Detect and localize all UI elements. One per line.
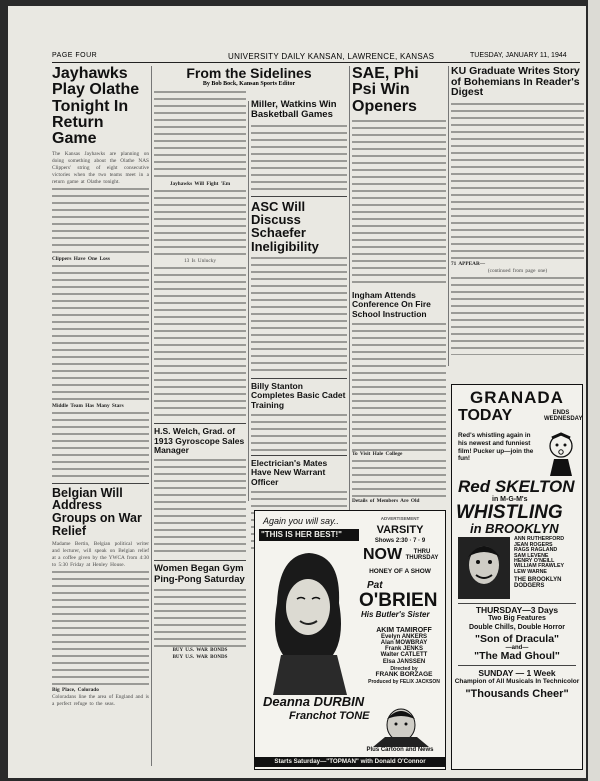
adjacent-page-edge: [588, 0, 600, 781]
granada-sunday: SUNDAY — 1 Week: [478, 667, 556, 678]
granada-cast: LEW WARNE: [514, 568, 547, 575]
subhead-members: Details of Members Are Old: [352, 497, 420, 504]
varsity-her-best: "THIS IS HER BEST!": [259, 529, 359, 541]
column-rule: [248, 101, 249, 501]
article-fight-body: [154, 188, 246, 258]
article-71-appear-body: [451, 275, 584, 355]
article-ku-graduate-body: [451, 101, 584, 261]
page-number: PAGE FOUR: [52, 52, 98, 59]
granada-and: —and—: [505, 645, 529, 652]
granada-thursday: THURSDAY—3 Days: [475, 605, 559, 616]
headline-sidelines: From the Sidelines: [186, 65, 312, 81]
column-rule: [448, 66, 449, 366]
article-belgian-lead: Madame Bertin, Belgian political writer and lecturer, will speak on Belgian relief at a coffee given by the YWCA from 4:30 to 5:30 Friday at Henley House.: [52, 540, 149, 568]
varsity-cast: Walter CATLETT: [380, 652, 428, 659]
article-belgian-body: [52, 569, 149, 687]
headline-asc: ASC Will Discuss Schaefer Ineligibility: [251, 198, 319, 254]
skelton-sketch-image: [544, 432, 578, 476]
granada-cast-list: [514, 537, 578, 589]
granada-name: GRANADA: [470, 388, 564, 407]
granada-cast: HENRY O'NEILL: [514, 557, 555, 564]
granada-cast: SAM LEVENE: [514, 552, 549, 559]
granada-cast-block: [452, 535, 582, 601]
headline-ping-pong: Women Began Gym Ping-Pong Saturday: [154, 563, 245, 585]
article-ping-pong-body: [154, 587, 246, 647]
headline-sae-phi-psi: SAE, Phi Psi Win Openers: [352, 65, 419, 115]
divider: [154, 423, 246, 424]
granada-cast: JEAN ROGERS: [514, 541, 553, 548]
varsity-tone: Franchot TONE: [289, 710, 370, 722]
article-hale-body: [352, 458, 446, 498]
column-1: [52, 66, 149, 766]
granada-champion: Champion of All Musicals In Technicolor: [454, 678, 580, 686]
varsity-ad-label: ADVERTISEMENT: [380, 516, 420, 521]
headline-electricians: Electrician's Mates Have New Warrant Officer: [251, 457, 328, 487]
varsity-cast: Alan MOWBRAY: [380, 640, 428, 647]
subhead-big-place: Big Place, Colorado: [52, 686, 99, 693]
article-unlucky-body: [154, 265, 246, 420]
granada-cast: WILLIAM FRAWLEY: [514, 563, 565, 570]
granada-double-chills: Double Chills, Double Horror: [468, 624, 566, 632]
varsity-thru: THRU THURSDAY: [405, 549, 439, 562]
varsity-name: VARSITY: [376, 524, 424, 536]
divider: [154, 560, 246, 561]
skelton-portrait-image: [458, 537, 510, 599]
granada-dodgers: THE BROOKLYN DODGERS: [514, 577, 562, 590]
granada-blurb: Red's whistling again in his newest and funniest film! Pucker up—join the fun!: [458, 432, 534, 463]
paper-name: UNIVERSITY DAILY KANSAN, LAWRENCE, KANSAS: [228, 52, 435, 61]
granada-today-row: [452, 406, 582, 432]
varsity-cast: Frank JENKS: [384, 646, 423, 653]
varsity-again: Again you will say..: [263, 516, 339, 526]
granada-title-1: WHISTLING: [456, 501, 563, 523]
byline-sidelines: By Bob Bock, Kansan Sports Editor: [202, 81, 296, 88]
subhead-71-appear: 71 APPEAR—: [451, 261, 486, 268]
granada-blurb-row: [452, 432, 582, 478]
granada-son-of-dracula: "Son of Dracula": [474, 633, 560, 646]
article-big-place: Coloradans line the area of England and is a perfect refuge to the seas.: [52, 693, 149, 707]
continued-note: (continued from page one): [487, 268, 548, 275]
column-4: [352, 65, 446, 504]
headline-ingham: Ingham Attends Conference On Fire School Instruction: [352, 289, 431, 319]
varsity-honey: HONEY OF A SHOW: [369, 568, 431, 575]
article-ingham-body: [352, 321, 446, 451]
masthead: [8, 6, 586, 61]
granada-today: TODAY: [458, 407, 513, 425]
divider: [52, 483, 149, 484]
headline-stanton: Billy Stanton Completes Basic Cadet Training: [251, 380, 346, 410]
column-3: [251, 100, 347, 505]
war-bonds-line-2: BUY U.S. WAR BONDS: [172, 655, 228, 661]
varsity-producer: Produced by FELIX JACKSON: [368, 679, 440, 686]
subhead-clippers: Clippers Have One Loss: [52, 255, 110, 262]
article-asc-body: [251, 255, 347, 375]
varsity-butler-title: His Butler's Sister: [361, 610, 430, 619]
divider: [251, 378, 347, 379]
varsity-director: FRANK BORZAGE: [375, 670, 433, 678]
headline-ku-graduate: KU Graduate Writes Story of Bohemians In Reader's Digest: [451, 65, 580, 99]
varsity-theater-ad: [254, 510, 446, 770]
headline-welch: H.S. Welch, Grad. of 1913 Gyroscope Sales Manager: [154, 426, 245, 455]
divider: [458, 665, 576, 666]
granada-cast: RAGS RAGLAND: [514, 547, 558, 554]
newspaper-page: [8, 6, 586, 778]
headline-miller-watkins: Miller, Watkins Win Basketball Games: [251, 99, 337, 121]
article-middle-team-body: [52, 410, 149, 480]
subhead-fight-em: Jayhawks Will Fight 'Em: [169, 181, 231, 188]
granada-title-2: in BROOKLYN: [470, 521, 559, 537]
granada-star: Red SKELTON: [458, 477, 575, 497]
divider: [251, 196, 347, 197]
varsity-cast: Elsa JANSSEN: [382, 658, 426, 665]
granada-ends: ENDS WEDNESDAY: [544, 410, 583, 423]
divider: [251, 455, 347, 456]
article-clippers-body: [52, 263, 149, 403]
article-jayhawks-body: [52, 186, 149, 256]
subhead-middle-team: Middle Team Has Many Stars: [52, 402, 124, 409]
masthead-rule: [52, 62, 580, 63]
varsity-now: NOW: [363, 546, 403, 563]
varsity-cast: AKIM TAMIROFF: [376, 627, 432, 634]
granada-cast: ANN RUTHERFORD: [514, 536, 565, 543]
granada-thousands-cheer: "Thousands Cheer": [465, 688, 569, 701]
durbin-portrait-image: [259, 545, 355, 695]
obrien-portrait-image: [363, 707, 439, 747]
war-bonds-line-1: BUY U.S. WAR BONDS: [172, 648, 228, 654]
headline-jayhawks: Jayhawks Play Olathe Tonight In Return Game: [52, 65, 140, 148]
column-rule: [151, 66, 152, 766]
granada-mad-ghoul: "The Mad Ghoul": [474, 650, 560, 663]
headline-belgian: Belgian Will Address Groups on War Relief: [52, 485, 142, 538]
varsity-plus: Plus Cartoon and News: [366, 747, 434, 753]
article-jayhawks-lead: The Kansas Jayhawks are planning on doing something about the Olathe NAS Clippers' string of eight consecutive victories when the two teams meet in a return game at Olathe tonight.: [52, 150, 149, 185]
column-5: [451, 66, 584, 386]
varsity-cast: Evelyn ANKERS: [380, 634, 428, 641]
varsity-directed-by: Directed by: [390, 665, 418, 672]
subhead-hale: To Visit Hale College: [352, 450, 403, 457]
divider: [458, 603, 576, 604]
varsity-cast-list: [367, 627, 441, 685]
varsity-shows: Shows 2:30 · 7 · 9: [374, 538, 426, 544]
varsity-pat: Pat: [367, 580, 383, 591]
article-sae-body: [352, 118, 446, 288]
varsity-starts-saturday: Starts Saturday—"TOPMAN" with Donald O'Connor: [255, 757, 445, 767]
granada-theater-ad: [451, 384, 583, 770]
article-welch-body: [154, 457, 246, 557]
varsity-durbin: Deanna DURBIN: [263, 694, 365, 709]
article-sidelines-body: [154, 89, 246, 181]
granada-in: in M-G-M's: [492, 495, 528, 503]
article-miller-body: [251, 123, 347, 193]
subhead-unlucky: 13 Is Unlucky: [183, 258, 216, 265]
varsity-obrien: O'BRIEN: [359, 590, 438, 611]
issue-date: TUESDAY, JANUARY 11, 1944: [470, 52, 567, 59]
article-stanton-body: [251, 412, 347, 452]
granada-two-features: Two Big Features: [488, 615, 546, 623]
